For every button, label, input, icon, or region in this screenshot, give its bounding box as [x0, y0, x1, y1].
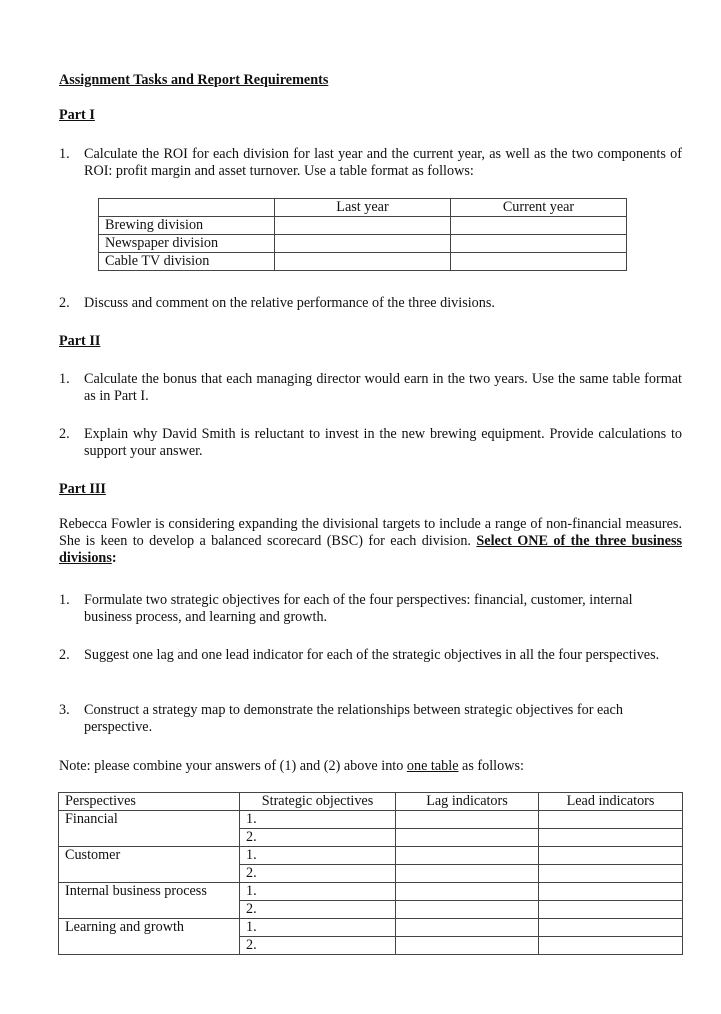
bsc-table-header [59, 793, 683, 811]
bsc-header-cell: Perspectives [59, 793, 240, 811]
bsc-header-cell: Strategic objectives [240, 793, 396, 811]
roi-cell [275, 217, 451, 235]
part3-intro [59, 516, 682, 567]
bsc-lag-cell [396, 883, 539, 901]
bsc-objective-cell: 2. [240, 865, 396, 883]
roi-row-label: Newspaper division [99, 235, 275, 253]
bsc-header-cell: Lead indicators [539, 793, 683, 811]
part1-item-2-number: 2. [59, 295, 70, 311]
note-prefix: Note: please combine your answers of (1) and (2) above into [59, 758, 407, 774]
part3-title: Part III [59, 481, 106, 497]
part1-title: Part I [59, 107, 95, 123]
bsc-lead-cell [539, 919, 683, 937]
roi-row-label: Cable TV division [99, 253, 275, 271]
part2-item-2-text: Explain why David Smith is reluctant to invest in the new brewing equipment. Provide calculations to support your answer. [84, 426, 682, 459]
bsc-perspective-cell: Internal business process [59, 883, 240, 919]
roi-cell [275, 253, 451, 271]
bsc-lead-cell [539, 901, 683, 919]
bsc-objective-cell: 2. [240, 937, 396, 955]
roi-table-header-cell: Last year [275, 199, 451, 217]
bsc-lead-cell [539, 829, 683, 847]
part3-intro-text: Rebecca Fowler is considering expanding the divisional targets to include a range of non-financial measures. She is keen to develop a balanced scorecard (BSC) for each division. [59, 516, 682, 549]
page-heading: Assignment Tasks and Report Requirements [59, 72, 329, 88]
part2-item-1-text: Calculate the bonus that each managing director would earn in the two years. Use the same table format as in Part I. [84, 371, 682, 404]
roi-cell [275, 235, 451, 253]
roi-cell [451, 235, 627, 253]
part3-intro-colon: : [111, 550, 117, 566]
bsc-lead-cell [539, 811, 683, 829]
bsc-lag-cell [396, 811, 539, 829]
note-underlined: one table [406, 758, 459, 774]
part3-item-1-number: 1. [59, 592, 70, 608]
table-row [59, 919, 683, 937]
bsc-perspective-cell: Customer [59, 847, 240, 883]
bsc-lead-cell [539, 937, 683, 955]
table-row [99, 235, 627, 253]
bsc-lag-cell [396, 937, 539, 955]
part1-item-1-text: Calculate the ROI for each division for last year and the current year, as well as the two components of ROI: profit margin and asset turnover. Use a table format as follows: [84, 146, 682, 179]
roi-row-label: Brewing division [99, 217, 275, 235]
part3-item-3-text: Construct a strategy map to demonstrate the relationships between strategic objectives for each perspective. [84, 702, 623, 735]
roi-table [98, 198, 627, 271]
part3-item-2-text: Suggest one lag and one lead indicator for each of the strategic objectives in all the four perspectives. [84, 647, 660, 663]
bsc-lag-cell [396, 865, 539, 883]
part2-title: Part II [59, 333, 101, 349]
bsc-lead-cell [539, 865, 683, 883]
roi-cell [451, 253, 627, 271]
part3-item-1-text: Formulate two strategic objectives for each of the four perspectives: financial, customer, internal business process, and learning and growth. [84, 592, 633, 625]
bsc-objective-cell: 1. [240, 847, 396, 865]
part1-item-1-number: 1. [59, 146, 70, 162]
part3-intro-bold: Select ONE of the three business divisions [59, 533, 683, 566]
roi-table-header-cell [99, 199, 275, 217]
part3-item-3-number: 3. [59, 702, 70, 718]
bsc-objective-cell: 1. [240, 883, 396, 901]
bsc-lag-cell [396, 829, 539, 847]
note-suffix: as follows: [458, 758, 524, 774]
bsc-objective-cell: 2. [240, 829, 396, 847]
table-row [59, 847, 683, 865]
bsc-lead-cell [539, 883, 683, 901]
part1-item-2-text: Discuss and comment on the relative performance of the three divisions. [84, 295, 495, 311]
bsc-header-cell: Lag indicators [396, 793, 539, 811]
bsc-table [58, 792, 683, 955]
bsc-lag-cell [396, 847, 539, 865]
roi-cell [451, 217, 627, 235]
bsc-lag-cell [396, 919, 539, 937]
table-row [59, 811, 683, 829]
part3-item-2-number: 2. [59, 647, 70, 663]
roi-table-header [99, 199, 627, 217]
bsc-objective-cell: 1. [240, 811, 396, 829]
roi-table-header-cell: Current year [451, 199, 627, 217]
part2-item-2-number: 2. [59, 426, 70, 442]
table-row [99, 217, 627, 235]
bsc-objective-cell: 2. [240, 901, 396, 919]
bsc-lead-cell [539, 847, 683, 865]
bsc-objective-cell: 1. [240, 919, 396, 937]
table-row [59, 883, 683, 901]
part3-note [59, 758, 524, 775]
bsc-perspective-cell: Learning and growth [59, 919, 240, 955]
bsc-perspective-cell: Financial [59, 811, 240, 847]
bsc-lag-cell [396, 901, 539, 919]
part2-item-1-number: 1. [59, 371, 70, 387]
table-row [99, 253, 627, 271]
